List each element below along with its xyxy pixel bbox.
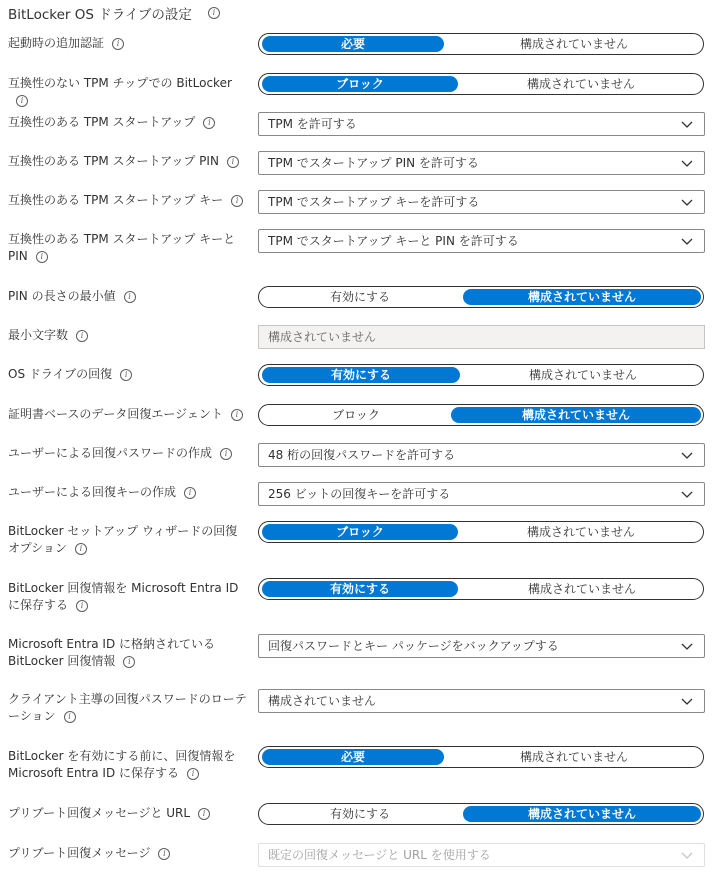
chevron-down-icon xyxy=(680,848,694,865)
setting-label-text: 起動時の追加認証 xyxy=(8,36,105,50)
toggle-option-first[interactable]: 有効にする xyxy=(329,807,390,821)
info-icon[interactable]: i xyxy=(120,369,132,381)
setting-label-text: 最小文字数 xyxy=(8,328,69,342)
toggle-option-first[interactable]: ブロック xyxy=(262,76,458,92)
setting-label-text: BitLocker セットアップ ウィザードの回復オプション xyxy=(8,524,238,555)
setting-label xyxy=(8,580,243,614)
dropdown-value: TPM でスタートアップ PIN を許可する xyxy=(268,156,479,170)
info-icon[interactable]: i xyxy=(208,7,220,19)
toggle-switch xyxy=(258,746,704,768)
info-icon[interactable]: i xyxy=(158,848,170,860)
text-input[interactable] xyxy=(258,325,705,349)
toggle-switch xyxy=(258,286,704,308)
toggle-option-not-configured[interactable]: 構成されていません xyxy=(526,525,635,539)
toggle-switch xyxy=(258,578,704,600)
dropdown-select[interactable] xyxy=(258,112,705,136)
toggle-switch xyxy=(258,364,704,386)
setting-label-text: ユーザーによる回復パスワードの作成 xyxy=(8,446,213,460)
setting-label xyxy=(8,231,243,265)
toggle-option-not-configured[interactable]: 構成されていません xyxy=(463,806,701,822)
chevron-down-icon xyxy=(680,195,694,212)
setting-label-text: 証明書ベースのデータ回復エージェント xyxy=(8,407,223,421)
chevron-down-icon xyxy=(680,234,694,251)
setting-label-text: 互換性のある TPM スタートアップ PIN xyxy=(8,154,219,168)
setting-label xyxy=(8,636,238,670)
chevron-down-icon xyxy=(680,694,694,711)
toggle-option-first[interactable]: 必要 xyxy=(262,749,444,765)
setting-label xyxy=(8,366,248,383)
chevron-down-icon xyxy=(680,487,694,504)
dropdown-value: 256 ビットの回復キーを許可する xyxy=(268,487,451,501)
toggle-option-not-configured[interactable]: 構成されていません xyxy=(526,77,635,91)
section-title-text: BitLocker OS ドライブの設定 xyxy=(8,7,192,23)
dropdown-value: TPM でスタートアップ キーを許可する xyxy=(268,195,480,209)
info-icon[interactable]: i xyxy=(231,195,243,207)
toggle-switch xyxy=(258,404,704,426)
info-icon[interactable]: i xyxy=(76,600,88,612)
setting-label-text: 互換性のある TPM スタートアップ xyxy=(8,115,196,129)
setting-label xyxy=(8,523,248,557)
setting-label-text: 互換性のある TPM スタートアップ キー xyxy=(8,193,224,207)
toggle-switch xyxy=(258,521,704,543)
info-icon[interactable]: i xyxy=(231,409,243,421)
toggle-switch xyxy=(258,73,704,95)
dropdown-select[interactable] xyxy=(258,229,705,253)
setting-label xyxy=(8,75,248,109)
setting-label xyxy=(8,691,252,725)
info-icon[interactable]: i xyxy=(187,768,199,780)
info-icon[interactable]: i xyxy=(112,38,124,50)
setting-label-text: PIN の長さの最小値 xyxy=(8,289,116,303)
chevron-down-icon xyxy=(680,156,694,173)
setting-label xyxy=(8,35,248,52)
section-title xyxy=(8,3,220,23)
toggle-option-not-configured[interactable]: 構成されていません xyxy=(527,582,636,596)
dropdown-value: 構成されていません xyxy=(268,694,377,708)
setting-label-text: プリブート回復メッセージと URL xyxy=(8,806,191,820)
setting-label xyxy=(8,192,248,209)
dropdown-select[interactable] xyxy=(258,634,705,658)
toggle-option-not-configured[interactable]: 構成されていません xyxy=(463,289,701,305)
info-icon[interactable]: i xyxy=(227,156,239,168)
toggle-switch xyxy=(258,803,704,825)
dropdown-select[interactable] xyxy=(258,151,705,175)
setting-label-text: BitLocker を有効にする前に、回復情報を Microsoft Entra ID に保存する xyxy=(8,749,236,780)
setting-label-text: OS ドライブの回復 xyxy=(8,367,113,381)
dropdown-select[interactable] xyxy=(258,689,705,713)
toggle-option-not-configured[interactable]: 構成されていません xyxy=(519,750,628,764)
toggle-option-not-configured[interactable]: 構成されていません xyxy=(519,37,628,51)
dropdown-select[interactable] xyxy=(258,190,705,214)
toggle-option-first[interactable]: 有効にする xyxy=(329,290,390,304)
setting-label xyxy=(8,484,248,501)
setting-label xyxy=(8,406,248,423)
info-icon[interactable]: i xyxy=(203,117,215,129)
dropdown-value: 48 桁の回復パスワードを許可する xyxy=(268,448,456,462)
setting-label xyxy=(8,805,248,822)
info-icon[interactable]: i xyxy=(220,448,232,460)
setting-label-text: 互換性のある TPM スタートアップ キーと PIN xyxy=(8,232,236,263)
setting-label xyxy=(8,445,248,462)
setting-label xyxy=(8,153,248,170)
text-input-value: 構成されていません xyxy=(268,330,377,344)
info-icon[interactable]: i xyxy=(16,95,28,107)
setting-label xyxy=(8,327,248,344)
info-icon[interactable]: i xyxy=(198,808,210,820)
chevron-down-icon xyxy=(680,448,694,465)
chevron-down-icon xyxy=(680,117,694,134)
dropdown-select[interactable] xyxy=(258,443,705,467)
setting-label-text: BitLocker 回復情報を Microsoft Entra ID に保存する xyxy=(8,581,239,612)
dropdown-value: TPM を許可する xyxy=(268,117,357,131)
toggle-switch xyxy=(258,33,704,55)
dropdown-value: 回復パスワードとキー パッケージをバックアップする xyxy=(268,639,559,653)
toggle-option-not-configured[interactable]: 構成されていません xyxy=(451,407,701,423)
setting-label xyxy=(8,845,248,862)
toggle-option-first[interactable]: 必要 xyxy=(262,36,444,52)
setting-label-text: 互換性のない TPM チップでの BitLocker xyxy=(8,76,232,90)
setting-label xyxy=(8,748,240,782)
dropdown-select xyxy=(258,843,705,867)
info-icon[interactable]: i xyxy=(124,291,136,303)
setting-label-text: プリブート回復メッセージ xyxy=(8,846,151,860)
info-icon[interactable]: i xyxy=(76,330,88,342)
setting-label-text: クライアント主導の回復パスワードのローテーション xyxy=(8,692,247,723)
setting-label-text: Microsoft Entra ID に格納されている BitLocker 回復情報 xyxy=(8,637,216,668)
toggle-option-not-configured[interactable]: 構成されていません xyxy=(528,368,637,382)
dropdown-value: 既定の回復メッセージと URL を使用する xyxy=(268,848,491,862)
info-icon[interactable]: i xyxy=(184,487,196,499)
info-icon[interactable]: i xyxy=(64,711,76,723)
toggle-option-first[interactable]: ブロック xyxy=(262,524,458,540)
info-icon[interactable]: i xyxy=(123,656,135,668)
toggle-option-first[interactable]: 有効にする xyxy=(262,367,460,383)
setting-label xyxy=(8,288,248,305)
setting-label-text: ユーザーによる回復キーの作成 xyxy=(8,485,177,499)
setting-label xyxy=(8,114,248,131)
dropdown-value: TPM でスタートアップ キーと PIN を許可する xyxy=(268,234,519,248)
chevron-down-icon xyxy=(680,639,694,656)
dropdown-select[interactable] xyxy=(258,482,705,506)
toggle-option-first[interactable]: ブロック xyxy=(332,408,380,422)
info-icon[interactable]: i xyxy=(36,251,48,263)
toggle-option-first[interactable]: 有効にする xyxy=(262,581,458,597)
info-icon[interactable]: i xyxy=(75,543,87,555)
